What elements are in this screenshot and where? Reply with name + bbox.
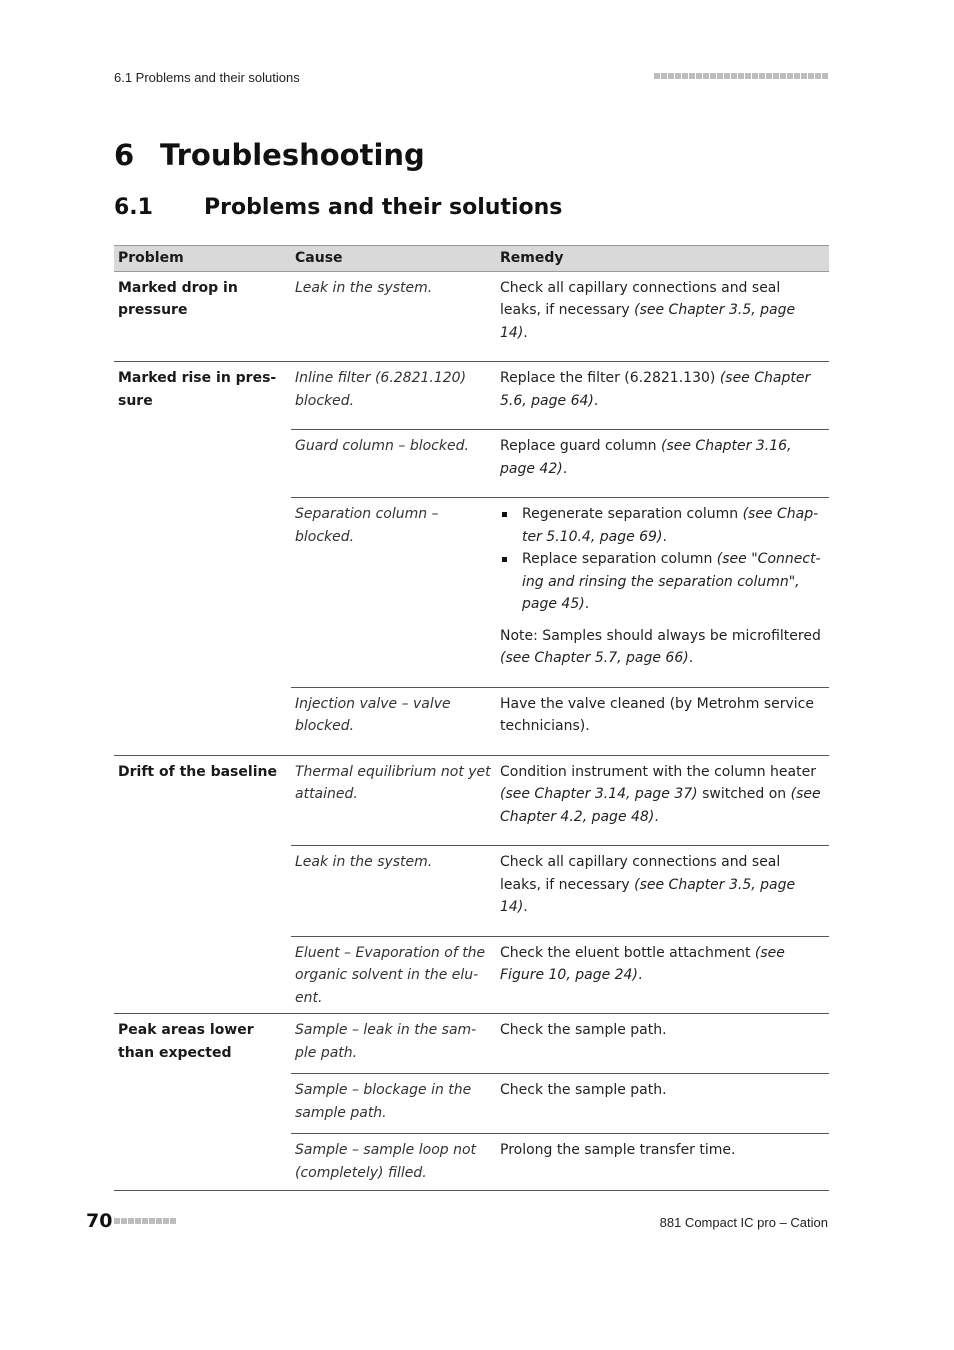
table-row bbox=[114, 362, 829, 430]
section-title bbox=[114, 195, 562, 220]
remedy-cell: Prolong the sample transfer time. bbox=[496, 1134, 829, 1191]
page-number: 70 bbox=[86, 1210, 113, 1232]
cross-reference: (see Chapter 3.14, page 37) bbox=[500, 786, 698, 802]
running-header: 6.1 Problems and their solutions bbox=[114, 70, 300, 85]
cause-cell: Sample – leak in the sam-ple path. bbox=[291, 1014, 496, 1074]
cause-cell: Eluent – Evaporation of the organic solvent in the elu-ent. bbox=[291, 936, 496, 1014]
cause-cell: Leak in the system. bbox=[291, 846, 496, 937]
remedy-cell: Check all capillary connections and seal leaks, if necessary (see Chapter 3.5, page 14). bbox=[496, 271, 829, 362]
troubleshooting-table bbox=[114, 245, 829, 1191]
cause-cell: Inline filter (6.2821.120) blocked. bbox=[291, 362, 496, 430]
remedy-list bbox=[500, 503, 825, 616]
cause-cell: Sample – sample loop not (completely) filled. bbox=[291, 1134, 496, 1191]
remedy-cell: Check the sample path. bbox=[496, 1074, 829, 1134]
table-header-row bbox=[114, 246, 829, 272]
cause-cell: Guard column – blocked. bbox=[291, 430, 496, 498]
table-row bbox=[114, 1014, 829, 1074]
cross-reference: (see Chapter 3.5, page 14) bbox=[500, 302, 796, 341]
product-name: 881 Compact IC pro – Cation bbox=[659, 1215, 828, 1230]
section-title-text: Problems and their solutions bbox=[204, 195, 563, 220]
cross-reference: (see "Connect-ing and rinsing the separation column", page 45) bbox=[522, 551, 821, 612]
column-header-remedy: Remedy bbox=[496, 246, 829, 272]
problem-cell: Marked rise in pres-sure bbox=[114, 362, 291, 756]
column-header-cause: Cause bbox=[291, 246, 496, 272]
cause-cell: Leak in the system. bbox=[291, 271, 496, 362]
cross-reference: (see Chapter 3.5, page 14) bbox=[500, 876, 796, 915]
chapter-title-text: Troubleshooting bbox=[160, 138, 425, 172]
remedy-cell: Condition instrument with the column heater (see Chapter 3.14, page 37) switched on (see Chapter 4.2, page 48). bbox=[496, 755, 829, 846]
table-row bbox=[114, 271, 829, 362]
cross-reference: (see Figure 10, page 24) bbox=[500, 944, 785, 983]
cause-cell: Injection valve – valve blocked. bbox=[291, 687, 496, 755]
column-header-problem: Problem bbox=[114, 246, 291, 272]
list-item: Replace separation column (see "Connect-ing and rinsing the separation column", page 45). bbox=[500, 548, 825, 616]
list-item: Regenerate separation column (see Chap-ter 5.10.4, page 69). bbox=[500, 503, 825, 548]
problem-cell: Marked drop in pressure bbox=[114, 271, 291, 362]
remedy-cell: Replace the filter (6.2821.130) (see Chapter 5.6, page 64). bbox=[496, 362, 829, 430]
cause-cell: Sample – blockage in the sample path. bbox=[291, 1074, 496, 1134]
cross-reference: (see Chapter 3.16, page 42) bbox=[500, 438, 792, 477]
remedy-cell: Have the valve cleaned (by Metrohm service technicians). bbox=[496, 687, 829, 755]
remedy-cell: Check the eluent bottle attachment (see Figure 10, page 24). bbox=[496, 936, 829, 1014]
chapter-title bbox=[114, 138, 425, 172]
footer-decoration bbox=[114, 1218, 176, 1224]
remedy-cell: Check the sample path. bbox=[496, 1014, 829, 1074]
table-row bbox=[114, 755, 829, 846]
cross-reference: (see Chapter 4.2, page 48) bbox=[500, 786, 821, 825]
cross-reference: (see Chap-ter 5.10.4, page 69) bbox=[522, 506, 819, 545]
remedy-cell: Replace guard column (see Chapter 3.16, page 42). bbox=[496, 430, 829, 498]
problem-cell: Peak areas lower than expected bbox=[114, 1014, 291, 1191]
cross-reference: (see Chapter 5.7, page 66) bbox=[500, 650, 689, 666]
cause-cell: Separation column – blocked. bbox=[291, 498, 496, 688]
problem-cell: Drift of the baseline bbox=[114, 755, 291, 1014]
cross-reference: (see Chapter 5.6, page 64) bbox=[500, 370, 811, 409]
header-decoration bbox=[654, 73, 828, 79]
remedy-cell bbox=[496, 498, 829, 688]
remedy-cell: Check all capillary connections and seal leaks, if necessary (see Chapter 3.5, page 14). bbox=[496, 846, 829, 937]
section-number: 6.1 bbox=[114, 195, 153, 220]
cause-cell: Thermal equilibrium not yet attained. bbox=[291, 755, 496, 846]
note-text: Note: Samples should always be microfiltered (see Chapter 5.7, page 66). bbox=[500, 627, 821, 666]
chapter-number: 6 bbox=[114, 138, 135, 172]
